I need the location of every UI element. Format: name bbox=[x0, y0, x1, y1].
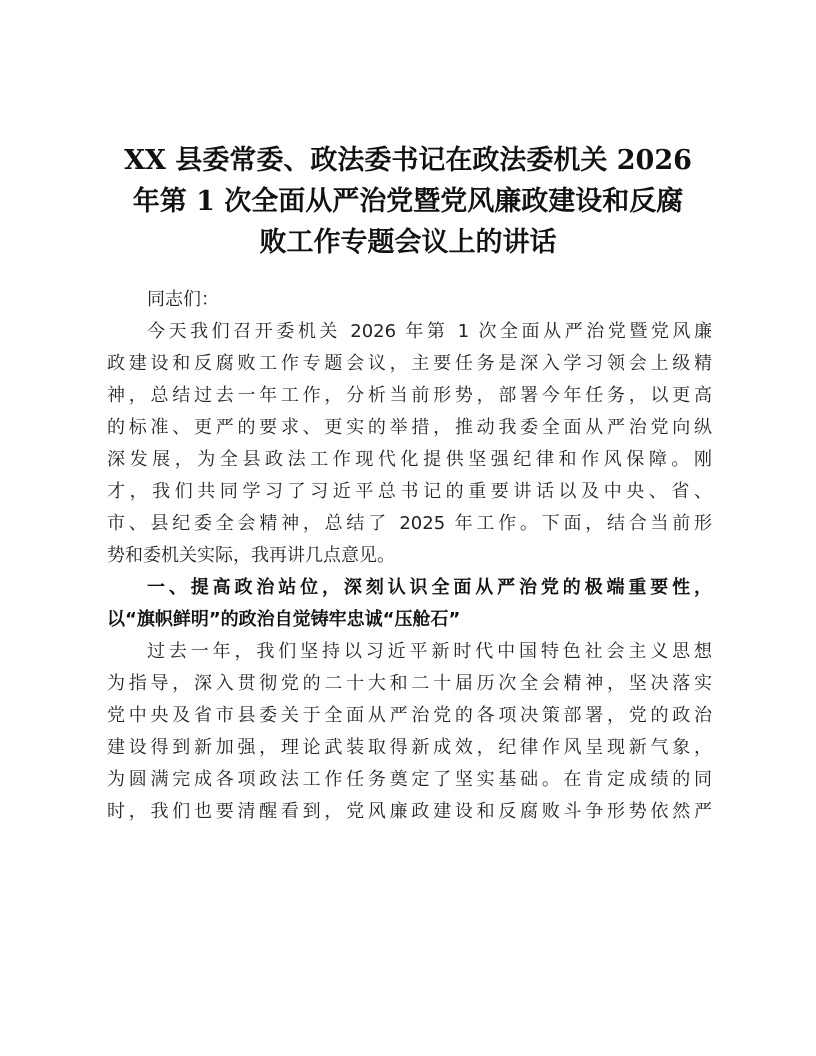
salutation: 同志们： bbox=[147, 289, 219, 310]
paragraph-line: 政建设和反腐败工作专题会议，主要任务是深入学习领会上级精 bbox=[107, 353, 712, 374]
paragraph-line: 势和委机关实际，我再讲几点意见。 bbox=[107, 545, 395, 566]
paragraph-line: 过去一年，我们坚持以习近平新时代中国特色社会主义思想 bbox=[147, 641, 712, 662]
paragraph-line: 深发展，为全县政法工作现代化提供坚强纪律和作风保障。刚 bbox=[107, 449, 712, 470]
paragraph-line: 为指导，深入贯彻党的二十大和二十届历次全会精神，坚决落实 bbox=[107, 673, 712, 694]
heading-line: 一、提高政治站位，深刻认识全面从严治党的极端重要性， bbox=[147, 577, 712, 598]
paragraph-line: 建设得到新加强，理论武装取得新成效，纪律作风呈现新气象， bbox=[107, 737, 712, 758]
heading-line: 以“旗帜鲜明”的政治自觉铸牢忠诚“压舱石” bbox=[107, 609, 461, 630]
paragraph-line: 市、县纪委全会精神，总结了 2025 年工作。下面，结合当前形 bbox=[107, 513, 712, 534]
title-line: 年第 1 次全面从严治党暨党风廉政建设和反腐 bbox=[132, 186, 684, 217]
paragraph-line: 的标准、更严的要求、更实的举措，推动我委全面从严治党向纵 bbox=[107, 417, 712, 438]
title-line: 败工作专题会议上的讲话 bbox=[259, 227, 557, 258]
paragraph-opening bbox=[107, 316, 712, 572]
paragraph-line: 为圆满完成各项政法工作任务奠定了坚实基础。在肯定成绩的同 bbox=[107, 769, 712, 790]
paragraph-section-1 bbox=[107, 636, 712, 828]
speech-title bbox=[90, 140, 726, 263]
paragraph-line: 党中央及省市县委关于全面从严治党的各项决策部署，党的政治 bbox=[107, 705, 712, 726]
paragraph-line: 时，我们也要清醒看到，党风廉政建设和反腐败斗争形势依然严 bbox=[107, 801, 712, 822]
paragraph-line: 神，总结过去一年工作，分析当前形势，部署今年任务，以更高 bbox=[107, 385, 712, 406]
section-heading-1 bbox=[107, 572, 712, 636]
paragraph-line: 今天我们召开委机关 2026 年第 1 次全面从严治党暨党风廉 bbox=[147, 321, 712, 342]
title-line: XX 县委常委、政法委书记在政法委机关 2026 bbox=[124, 145, 692, 176]
paragraph-line: 才，我们共同学习了习近平总书记的重要讲话以及中央、省、 bbox=[107, 481, 712, 502]
speech-body bbox=[107, 284, 712, 828]
